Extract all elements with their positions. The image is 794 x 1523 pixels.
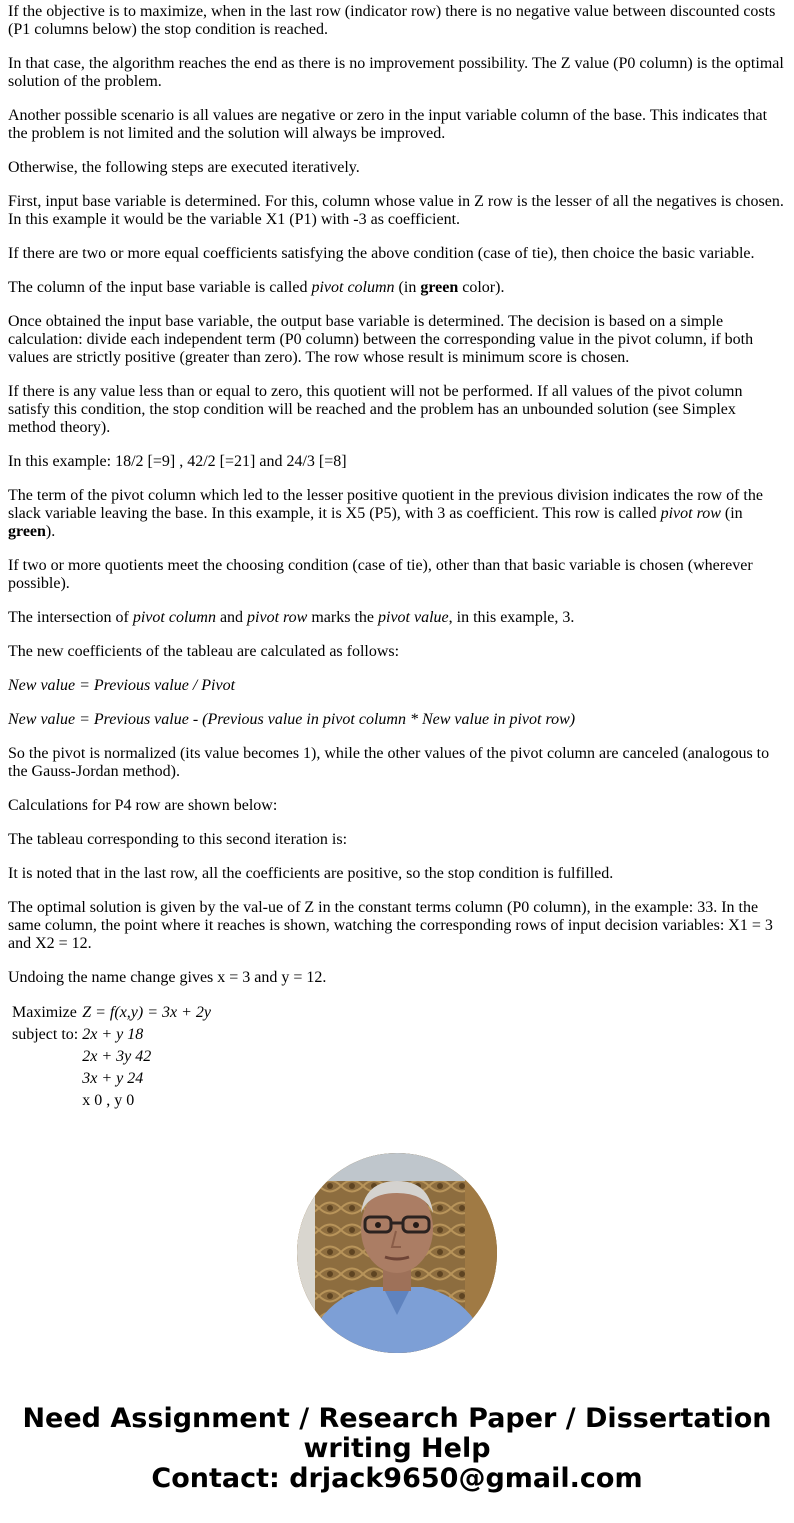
paragraph: The new coefficients of the tableau are calculated as follows:: [8, 643, 400, 660]
text: , in this example, 3.: [448, 609, 575, 626]
table-row: [11, 1025, 212, 1045]
contact-email: Contact: drjack9650@gmail.com: [151, 1463, 643, 1494]
text: color).: [458, 279, 505, 296]
table-row: [11, 1047, 212, 1067]
table-row: [11, 1069, 212, 1089]
paragraph: In that case, the algorithm reaches the end as there is no improvement possibility. The Z value (P0 column) is the optimal solution of the problem.: [8, 55, 784, 90]
maximize-label: Maximize: [12, 1004, 77, 1021]
objective-rhs: = 3x + 2y: [143, 1004, 212, 1021]
text: The term of the pivot column which led to the lesser positive quotient in the previous division indicates the row of the slack variable leaving the base. In this example, it is X5 (P5), with 3 as coefficient. This row is called: [8, 487, 763, 522]
paragraph: First, input base variable is determined. For this, column whose value in Z row is the lesser of all the negatives is chosen. In this example it would be the variable X1 (P1) with -3 as coefficient.: [8, 193, 784, 228]
non-negativity-constraint: x 0 , y 0: [82, 1092, 135, 1109]
subject-to-label: subject to:: [12, 1026, 79, 1043]
empty-cell: [11, 1047, 79, 1067]
paragraph: Another possible scenario is all values are negative or zero in the input variable column of the base. This indicates that the problem is not limited and the solution will always be improved.: [8, 107, 768, 142]
paragraph-pivot-column: [8, 279, 786, 297]
term-pivot-row: pivot row: [660, 505, 721, 522]
formula-text: New value = Previous value - (Previous value in pivot column * New value in pivot row): [8, 711, 576, 728]
text: The intersection of: [8, 609, 133, 626]
objective-function: [81, 1003, 212, 1023]
paragraph: Otherwise, the following steps are executed iteratively.: [8, 159, 360, 176]
constraint-text: 2x + y 18: [82, 1026, 144, 1043]
text: (in: [394, 279, 421, 296]
promo-line: writing Help: [303, 1433, 491, 1464]
paragraph: If two or more quotients meet the choosing condition (case of tie), other than that basic variable is chosen (wherever possible).: [8, 557, 753, 592]
term-green: green: [8, 523, 46, 540]
objective-lhs: Z = f(x,y): [82, 1004, 144, 1021]
lp-problem-table: [9, 1001, 214, 1113]
text: The column of the input base variable is called: [8, 279, 312, 296]
empty-cell: [11, 1069, 79, 1089]
paragraph: Calculations for P4 row are shown below:: [8, 797, 278, 814]
promo-footer: [0, 1404, 794, 1494]
formula-division: [8, 677, 786, 695]
paragraph: If the objective is to maximize, when in the last row (indicator row) there is no negative value between discounted costs (P1 columns below) the stop condition is reached.: [8, 3, 776, 38]
table-row: [11, 1003, 212, 1023]
constraint-text: 3x + y 24: [82, 1070, 144, 1087]
empty-cell: [11, 1091, 79, 1111]
term-pivot-column: pivot column: [311, 279, 395, 296]
author-avatar: [297, 1153, 497, 1353]
constraint-3: [81, 1069, 212, 1089]
table-row: [11, 1091, 212, 1111]
constraint-2: [81, 1047, 212, 1067]
avatar-photo: [297, 1153, 497, 1353]
paragraph: If there are two or more equal coefficients satisfying the above condition (case of tie), then choice the basic variable.: [8, 245, 755, 262]
paragraph-pivot-value: [8, 609, 786, 627]
promo-line: Need Assignment / Research Paper / Dissertation: [22, 1403, 772, 1434]
paragraph: Undoing the name change gives x = 3 and y = 12.: [8, 969, 327, 986]
paragraph: It is noted that in the last row, all the coefficients are positive, so the stop condition is fulfilled.: [8, 865, 614, 882]
term-pivot-column: pivot column: [132, 609, 216, 626]
constraint-text: 2x + 3y 42: [82, 1048, 152, 1065]
paragraph: The optimal solution is given by the val-ue of Z in the constant terms column (P0 column), in the example: 33. In the same column, the point where it reaches is shown, watching the corresponding rows of input decision variables: X1 = 3 and X2 = 12.: [8, 899, 773, 952]
paragraph: In this example: 18/2 [=9] , 42/2 [=21] and 24/3 [=8]: [8, 453, 347, 470]
term-green: green: [420, 279, 459, 296]
paragraph: Once obtained the input base variable, the output base variable is determined. The decision is based on a simple calculation: divide each independent term (P0 column) between the corresponding value in the pivot column, if both values are strictly positive (greater than zero). The row whose result is minimum score is chosen.: [8, 313, 754, 366]
paragraph: So the pivot is normalized (its value becomes 1), while the other values of the pivot column are canceled (analogous to the Gauss-Jordan method).: [8, 745, 770, 780]
paragraph: If there is any value less than or equal to zero, this quotient will not be performed. If all values of the pivot column satisfy this condition, the stop condition will be reached and the problem has an unbounded solution (see Simplex method theory).: [8, 383, 743, 436]
text: ).: [45, 523, 56, 540]
term-pivot-row: pivot row: [247, 609, 308, 626]
term-pivot-value: pivot value: [378, 609, 449, 626]
constraint-1: [81, 1025, 212, 1045]
formula-text: New value = Previous value / Pivot: [8, 677, 236, 694]
text: and: [215, 609, 248, 626]
paragraph-pivot-row: [8, 487, 786, 541]
text: (in: [720, 505, 743, 522]
paragraph: The tableau corresponding to this second iteration is:: [8, 831, 348, 848]
text: marks the: [307, 609, 378, 626]
formula-subtraction: [8, 711, 786, 729]
portrait-illustration: [297, 1153, 497, 1353]
